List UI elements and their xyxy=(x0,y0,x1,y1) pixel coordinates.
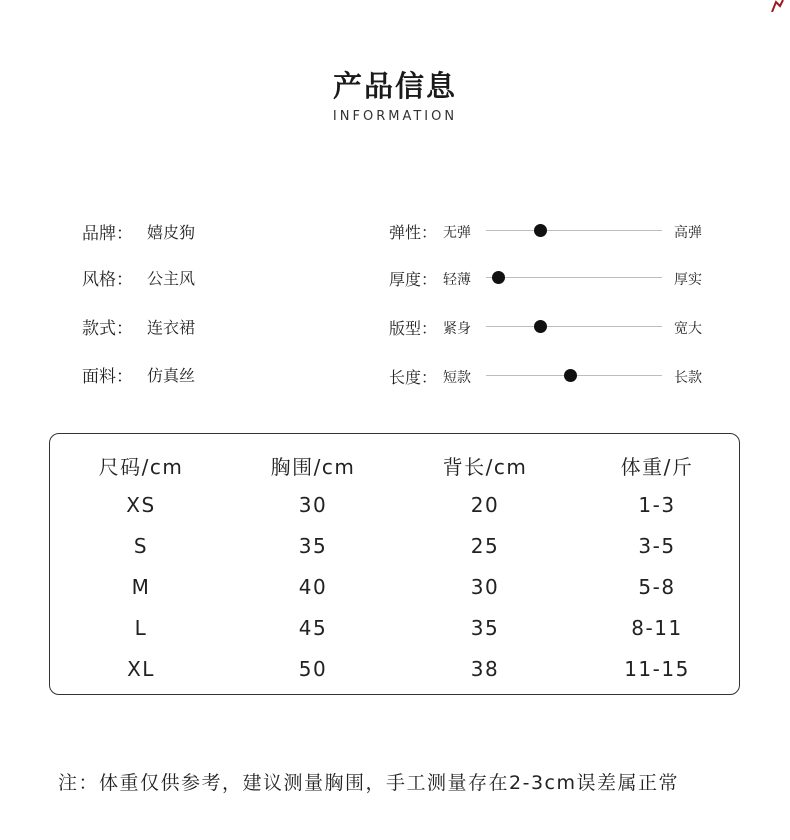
table-header-size: 尺码/cm xyxy=(98,455,184,479)
page-title: 产品信息 xyxy=(332,69,457,103)
table-cell: 35 xyxy=(298,534,328,558)
attribute-brand xyxy=(82,220,195,242)
scale-max-label: 厚实 xyxy=(674,272,702,288)
size-table xyxy=(49,433,740,695)
table-header-back-length: 背长/cm xyxy=(442,455,528,479)
table-row xyxy=(50,657,739,685)
table-cell: 8-11 xyxy=(631,616,683,640)
table-cell: 5-8 xyxy=(638,575,676,599)
scale-max-label: 长款 xyxy=(674,370,702,386)
attribute-value: 仿真丝 xyxy=(147,365,196,385)
table-row xyxy=(50,493,739,521)
table-cell: 3-5 xyxy=(638,534,676,558)
scale-label: 长度： xyxy=(389,368,438,387)
scale-elasticity xyxy=(389,219,719,241)
table-cell: L xyxy=(134,616,148,640)
table-cell: 20 xyxy=(470,493,500,517)
attribute-type xyxy=(82,315,195,337)
scale-track xyxy=(486,326,662,327)
scale-track xyxy=(486,277,662,278)
table-row xyxy=(50,534,739,562)
table-cell: 45 xyxy=(298,616,328,640)
scale-indicator-dot xyxy=(564,369,577,382)
corner-mark-icon xyxy=(770,0,784,12)
attribute-value: 连衣裙 xyxy=(147,317,196,337)
attribute-key: 款式： xyxy=(82,318,133,339)
measurement-note: 注：体重仅供参考，建议测量胸围，手工测量存在2-3cm误差属正常 xyxy=(58,772,679,794)
scale-track xyxy=(486,375,662,376)
scale-label: 版型： xyxy=(389,319,438,338)
table-cell: 11-15 xyxy=(624,657,690,681)
page-subtitle: INFORMATION xyxy=(332,109,458,124)
attribute-value: 公主风 xyxy=(147,268,196,288)
attribute-key: 品牌： xyxy=(82,223,133,244)
attribute-style xyxy=(82,266,195,288)
scale-indicator-dot xyxy=(492,271,505,284)
table-cell: 38 xyxy=(470,657,500,681)
scale-length xyxy=(389,364,719,386)
table-cell: 1-3 xyxy=(638,493,676,517)
table-header-row xyxy=(50,451,739,479)
scale-track xyxy=(486,230,662,231)
scale-max-label: 高弹 xyxy=(674,225,702,241)
table-cell: M xyxy=(131,575,151,599)
attribute-value: 嬉皮狗 xyxy=(147,222,196,242)
scale-min-label: 短款 xyxy=(443,370,471,386)
scale-label: 厚度： xyxy=(389,270,438,289)
attribute-key: 风格： xyxy=(82,269,133,290)
scale-min-label: 紧身 xyxy=(443,321,471,337)
table-header-chest: 胸围/cm xyxy=(270,455,356,479)
table-row xyxy=(50,616,739,644)
scale-fit xyxy=(389,315,719,337)
table-cell: 40 xyxy=(298,575,328,599)
scale-indicator-dot xyxy=(534,224,547,237)
table-cell: 30 xyxy=(298,493,328,517)
attribute-fabric xyxy=(82,363,195,385)
table-cell: 30 xyxy=(470,575,500,599)
table-row xyxy=(50,575,739,603)
scale-min-label: 无弹 xyxy=(443,225,471,241)
table-cell: XL xyxy=(127,657,155,681)
attribute-key: 面料： xyxy=(82,366,133,387)
table-cell: XS xyxy=(126,493,156,517)
scale-max-label: 宽大 xyxy=(674,321,702,337)
table-header-weight: 体重/斤 xyxy=(620,455,694,479)
table-cell: S xyxy=(133,534,149,558)
table-cell: 35 xyxy=(470,616,500,640)
scale-thickness xyxy=(389,266,719,288)
scale-min-label: 轻薄 xyxy=(443,272,471,288)
scale-indicator-dot xyxy=(534,320,547,333)
scale-label: 弹性： xyxy=(389,223,438,242)
table-cell: 25 xyxy=(470,534,500,558)
table-cell: 50 xyxy=(298,657,328,681)
